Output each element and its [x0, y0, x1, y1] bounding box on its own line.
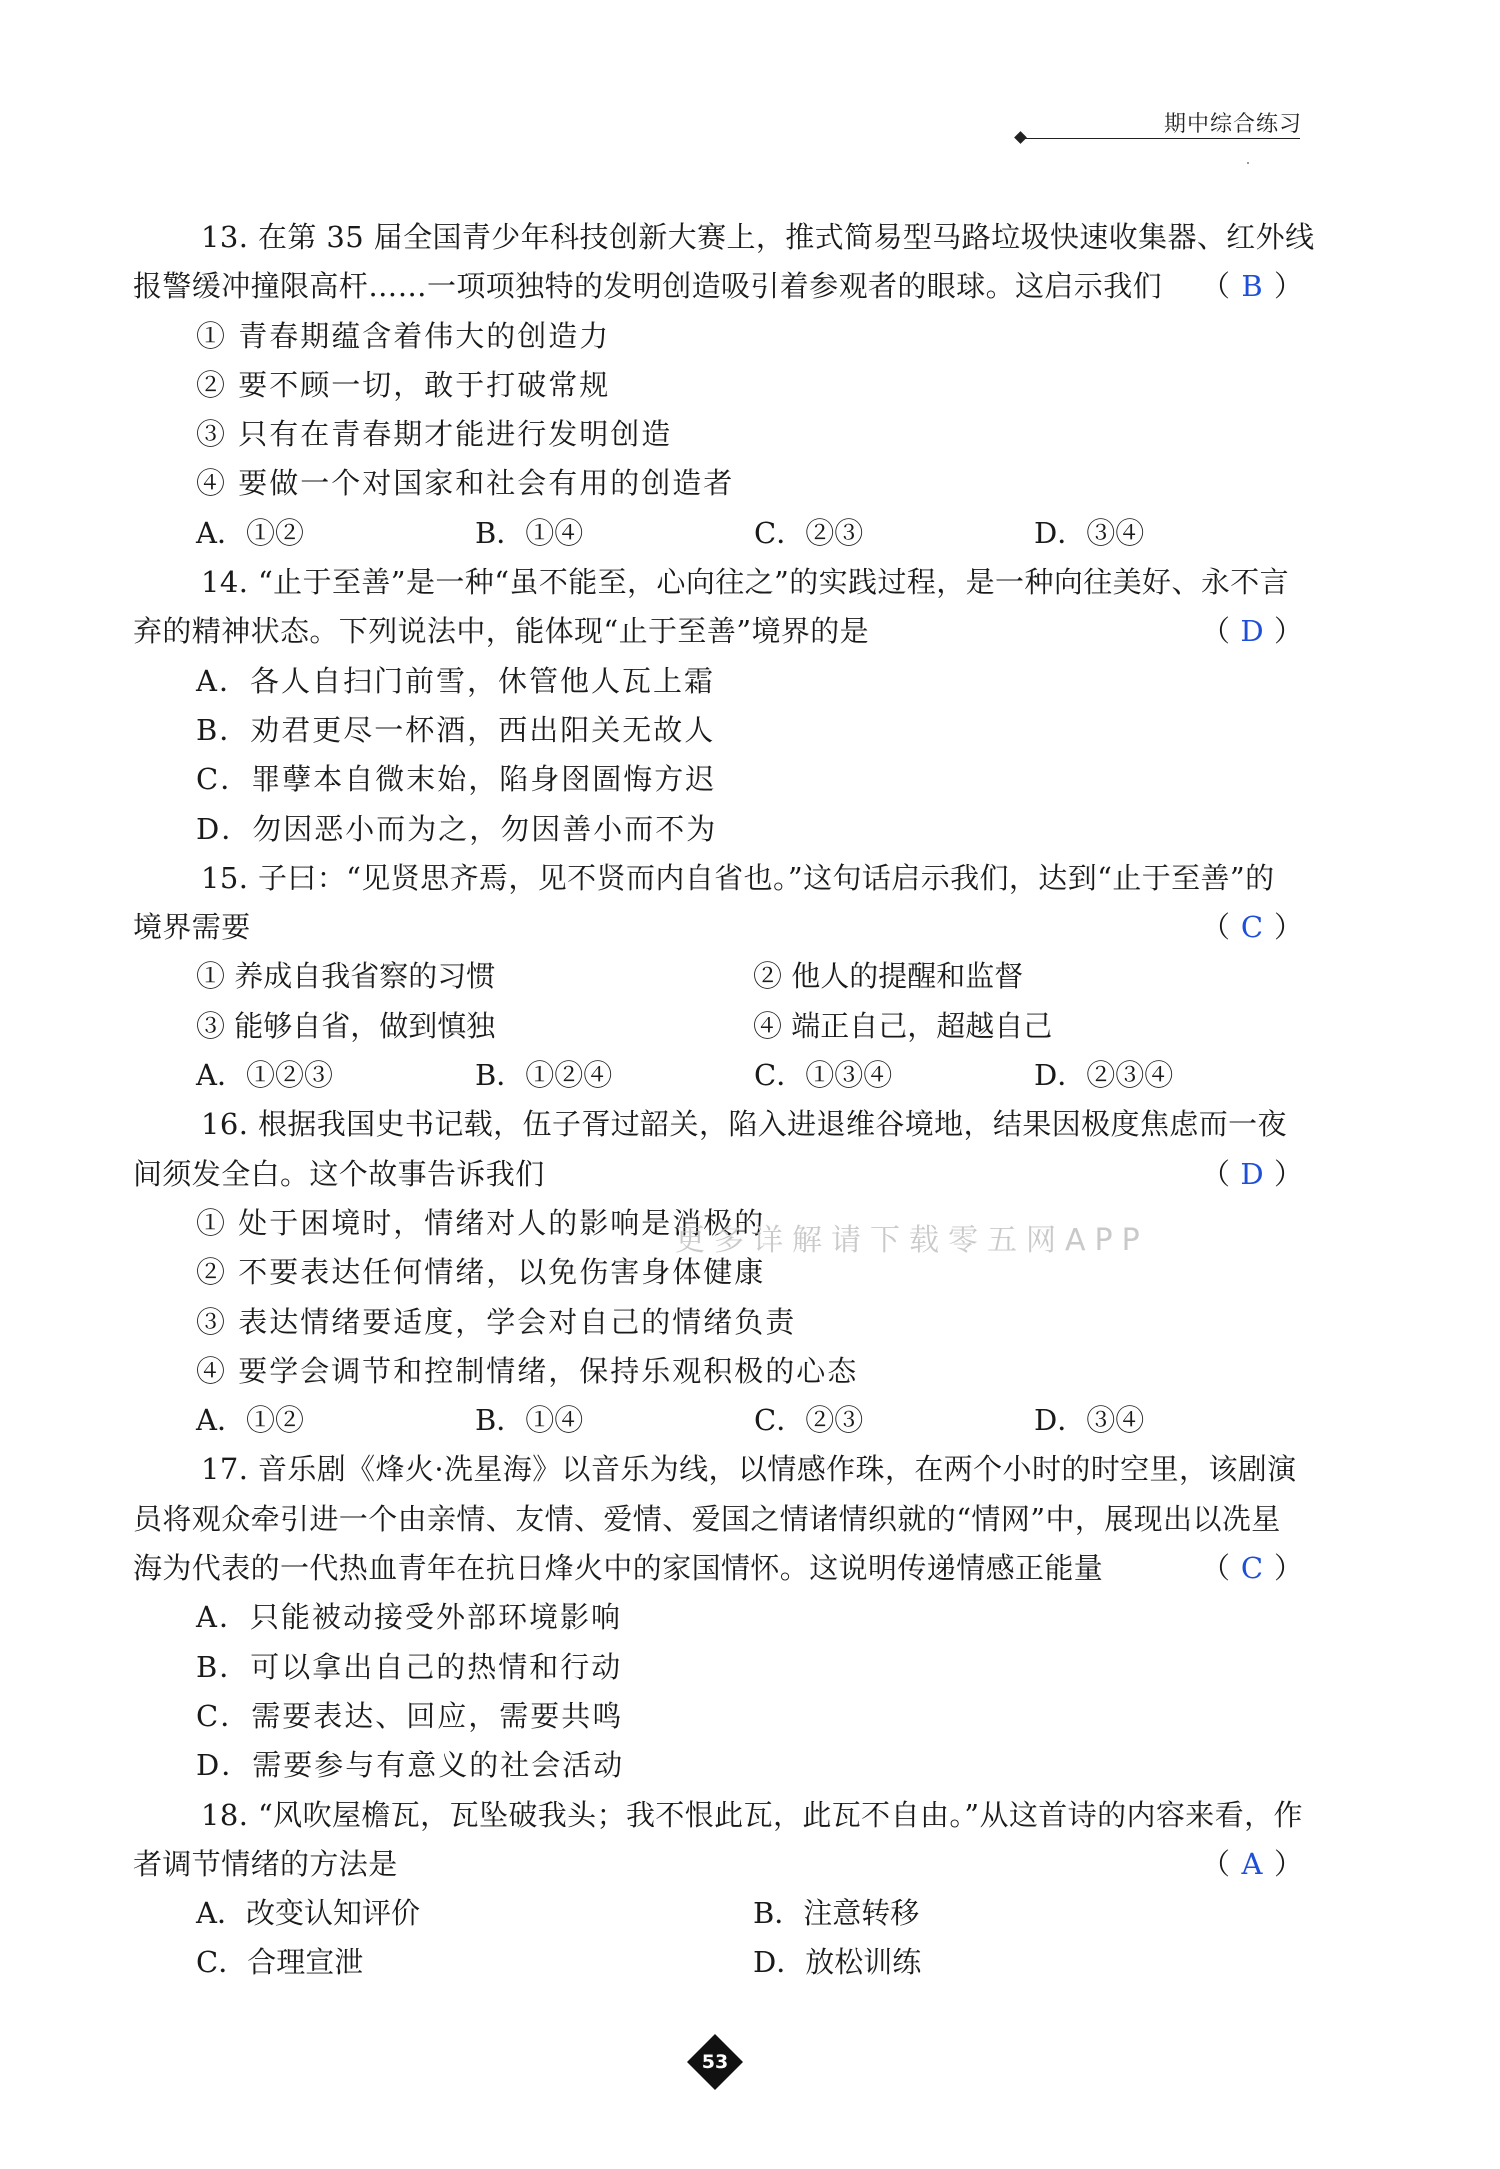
- q13-choice-a: A．①②: [196, 515, 304, 550]
- q16-statement-3: ③ 表达情绪要适度，学会对自己的情绪负责: [196, 1304, 797, 1339]
- q16-stem-line-1: 16. 根据我国史书记载，伍子胥过韶关，陷入进退维谷境地，结果因极度焦虑而一夜: [201, 1107, 1287, 1142]
- q18-choices-row-2: [133, 1938, 1303, 1987]
- q17-choice-a: A．只能被动接受外部环境影响: [196, 1600, 622, 1635]
- q15-statement-2: ② 他人的提醒和监督: [753, 959, 1024, 994]
- q13-choice-d: D．③④: [1034, 515, 1145, 550]
- q15-answer: C: [1240, 910, 1264, 945]
- q15-choice-b: B．①②④: [475, 1058, 613, 1093]
- q17-answer-bracket: （ C ）: [1201, 1544, 1303, 1593]
- q17-choice-b: B．可以拿出自己的热情和行动: [196, 1649, 623, 1684]
- header-rule: [1022, 138, 1300, 139]
- questions-area: [133, 213, 1315, 1988]
- q15-statement-3: ③ 能够自省，做到慎独: [196, 1008, 496, 1043]
- q14-choice-b: B．劝君更尽一杯酒，西出阳关无故人: [196, 712, 716, 747]
- q14-choice-c: C．罪孽本自微末始，陷身囹圄悔方迟: [196, 762, 717, 797]
- scan-speck: [1247, 162, 1249, 164]
- q14-answer-bracket: （ D ）: [1201, 607, 1303, 656]
- q16-choice-a: A．①②: [196, 1403, 304, 1438]
- q18-choice-b: B．注意转移: [753, 1896, 920, 1931]
- q18-choice-a: A．改变认知评价: [196, 1896, 420, 1931]
- q15-statements-row-2: [133, 1002, 1303, 1051]
- q13-statement-4: ④ 要做一个对国家和社会有用的创造者: [196, 466, 735, 501]
- q15-choice-a: A．①②③: [196, 1058, 333, 1093]
- q16-stem-text: 间须发全白。这个故事告诉我们: [133, 1156, 545, 1191]
- q15-stem-text: 境界需要: [133, 910, 251, 945]
- q15-statement-4: ④ 端正自己，超越自己: [753, 1008, 1053, 1043]
- q15-choices: [133, 1051, 1303, 1100]
- q16-statement-4: ④ 要学会调节和控制情绪，保持乐观积极的心态: [196, 1353, 859, 1388]
- q13-choice-b: B．①④: [475, 515, 584, 550]
- q16-choice-b: B．①④: [475, 1403, 584, 1438]
- q17-choice-c: C．需要表达、回应，需要共鸣: [196, 1698, 624, 1733]
- q13-answer-bracket: （ B ）: [1201, 262, 1303, 311]
- q17-stem-text: 海为代表的一代热血青年在抗日烽火中的家国情怀。这说明传递情感正能量: [133, 1551, 1104, 1586]
- q16-answer-bracket: （ D ）: [1201, 1150, 1303, 1199]
- q18-answer-bracket: （ A ）: [1201, 1840, 1303, 1889]
- q18-stem-line-1: 18. “风吹屋檐瓦，瓦坠破我头；我不恨此瓦，此瓦不自由。”从这首诗的内容来看，作: [201, 1797, 1303, 1832]
- q13-stem-line-2: [133, 262, 1303, 311]
- q14-choice-a: A．各人自扫门前雪，休管他人瓦上霜: [196, 663, 715, 698]
- q13-answer: B: [1241, 269, 1263, 304]
- q17-answer: C: [1240, 1551, 1264, 1586]
- q13-statement-2: ② 要不顾一切，敢于打破常规: [196, 367, 611, 402]
- q13-choices: [133, 509, 1303, 558]
- q16-statement-2: ② 不要表达任何情绪，以免伤害身体健康: [196, 1255, 766, 1290]
- watermark: 更多详解请下载零五网APP: [675, 1223, 1149, 1258]
- q18-stem-text: 者调节情绪的方法是: [133, 1846, 398, 1881]
- q13-choice-c: C．②③: [754, 515, 864, 550]
- q15-choice-d: D．②③④: [1034, 1058, 1174, 1093]
- q14-stem-line-2: [133, 607, 1303, 656]
- page-number: 53: [701, 2051, 729, 2073]
- q18-choice-d: D．放松训练: [753, 1945, 922, 1980]
- q15-stem-line-2: [133, 903, 1303, 952]
- q15-statements-row-1: [133, 952, 1303, 1001]
- q16-stem-line-2: [133, 1150, 1303, 1199]
- q17-stem-line-2: 员将观众牵引进一个由亲情、友情、爱情、爱国之情诸情织就的“情网”中，展现出以冼星: [133, 1501, 1281, 1536]
- q15-statement-1: ① 养成自我省察的习惯: [196, 959, 496, 994]
- q17-stem-line-3: [133, 1544, 1303, 1593]
- q13-stem-line-1: 13. 在第 35 届全国青少年科技创新大赛上，推式简易型马路垃圾快速收集器、红外线: [201, 220, 1315, 254]
- q16-choices: [133, 1396, 1303, 1445]
- q15-stem-line-1: 15. 子曰：“见贤思齐焉，见不贤而内自省也。”这句话启示我们，达到“止于至善”的: [201, 860, 1275, 895]
- q16-choice-c: C．②③: [754, 1403, 864, 1438]
- q14-stem-text: 弃的精神状态。下列说法中，能体现“止于至善”境界的是: [133, 614, 870, 649]
- q18-answer: A: [1241, 1846, 1263, 1881]
- q14-choice-d: D．勿因恶小而为之，勿因善小而不为: [196, 811, 718, 846]
- q16-choice-d: D．③④: [1034, 1403, 1145, 1438]
- q13-statement-1: ① 青春期蕴含着伟大的创造力: [196, 318, 611, 353]
- q18-stem-line-2: [133, 1840, 1303, 1889]
- q13-statement-3: ③ 只有在青春期才能进行发明创造: [196, 417, 673, 452]
- q16-answer: D: [1240, 1156, 1264, 1191]
- q17-stem-line-1: 17. 音乐剧《烽火·冼星海》以音乐为线，以情感作珠，在两个小时的时空里，该剧演: [201, 1452, 1297, 1487]
- q14-answer: D: [1240, 614, 1264, 649]
- q15-choice-c: C．①③④: [754, 1058, 893, 1093]
- q18-choices-row-1: [133, 1889, 1303, 1938]
- q14-stem-line-1: 14. “止于至善”是一种“虽不能至，心向往之”的实践过程，是一种向往美好、永不言: [201, 565, 1290, 600]
- q15-answer-bracket: （ C ）: [1201, 903, 1303, 952]
- q18-choice-c: C．合理宣泄: [196, 1945, 364, 1980]
- q17-choice-d: D．需要参与有意义的社会活动: [196, 1748, 625, 1783]
- section-title: 期中综合练习: [1164, 112, 1303, 137]
- q13-stem-text: 报警缓冲撞限高杆……一项项独特的发明创造吸引着参观者的眼球。这启示我们: [133, 269, 1163, 304]
- q16-statement-1: ① 处于困境时，情绪对人的影响是消极的: [196, 1205, 766, 1240]
